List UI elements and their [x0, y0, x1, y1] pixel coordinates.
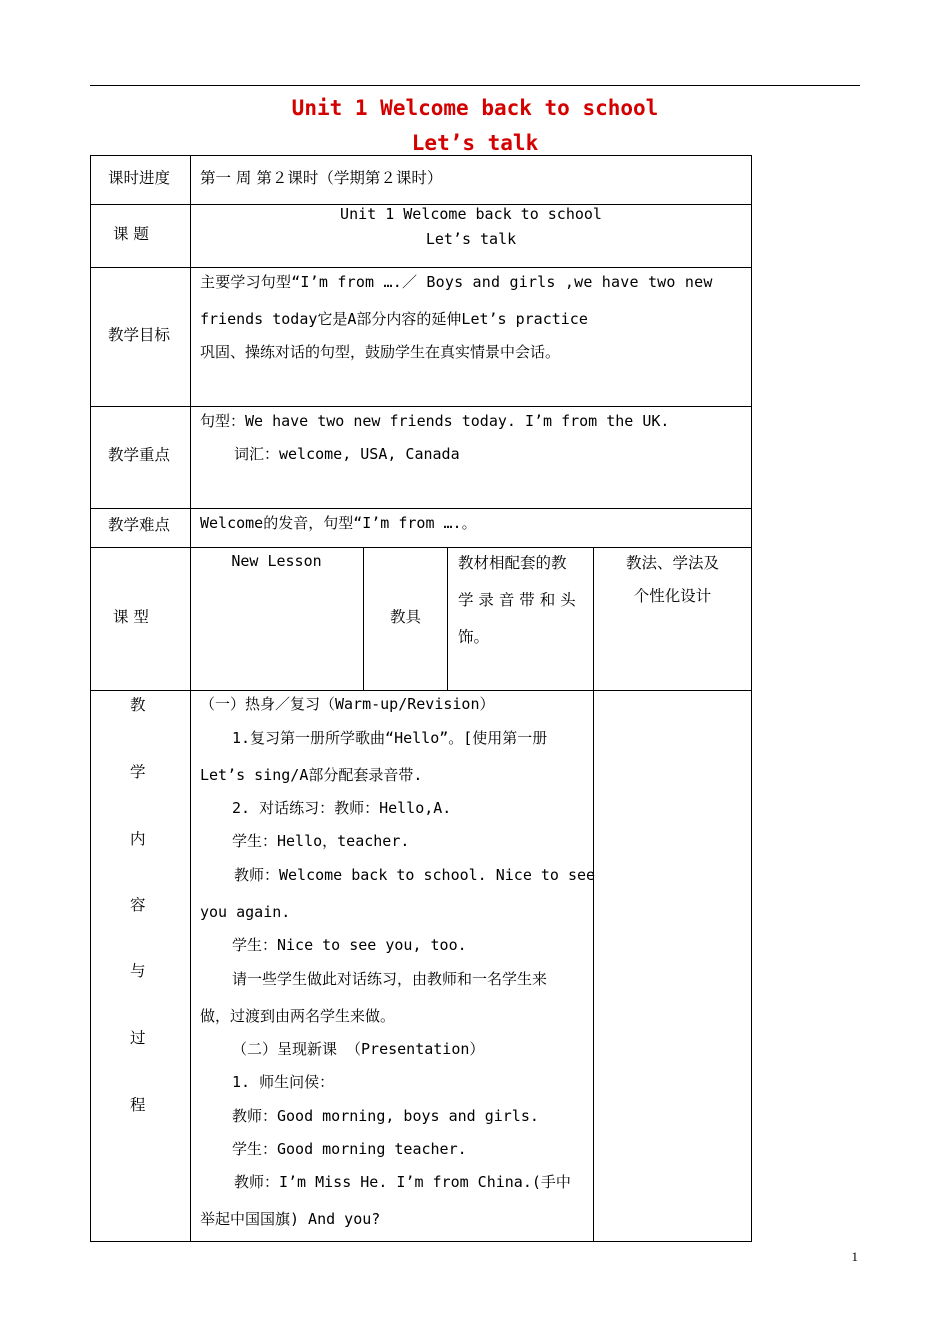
topic-line2: Let’s talk: [425, 230, 517, 248]
lesson-type-label: 课 型: [113, 608, 149, 626]
tools-line3: 饰。: [458, 628, 490, 646]
objectives-label: 教学目标: [108, 326, 171, 344]
content-line: 教师：Good morning, boys and girls.: [232, 1107, 539, 1125]
content-line: 学生：Good morning teacher.: [232, 1140, 467, 1158]
content-line: 学生：Hello，teacher.: [232, 832, 410, 850]
objectives-line1: 主要学习句型“I’m from ….／ Boys and girls ,we have two new: [200, 273, 713, 291]
content-line: （二）呈现新课 （Presentation）: [232, 1040, 485, 1058]
content-side-label-char: 学: [130, 763, 146, 781]
document-title: Unit 1 Welcome back to school: [291, 96, 659, 120]
content-side-label-char: 与: [130, 962, 146, 980]
content-line: 教师：I’m Miss He. I’m from China.(手中: [234, 1173, 571, 1191]
content-line: （一）热身／复习（Warm-up/Revision）: [200, 695, 495, 713]
content-line: 学生：Nice to see you, too.: [232, 936, 467, 954]
progress-label: 课时进度: [108, 169, 171, 187]
content-line: 做，过渡到由两名学生来做。: [200, 1007, 396, 1025]
page-number: 1: [851, 1249, 858, 1264]
tools-line1: 教材相配套的教: [458, 554, 567, 572]
content-side-label-char: 内: [130, 830, 146, 848]
objectives-line3: 巩固、操练对话的句型，鼓励学生在真实情景中会话。: [200, 343, 561, 361]
content-line: 教师：Welcome back to school. Nice to see: [234, 866, 596, 884]
key-points-line2: 词汇：welcome, USA, Canada: [234, 445, 460, 463]
content-line: you again.: [200, 903, 291, 921]
key-points-line1: 句型：We have two new friends today. I’m from the UK.: [200, 412, 670, 430]
key-points-label: 教学重点: [108, 446, 171, 464]
tools-line2: 学 录 音 带 和 头: [458, 591, 576, 609]
content-line: 2. 对话练习：教师：Hello,A.: [232, 799, 452, 817]
difficulties-label: 教学难点: [108, 516, 171, 534]
content-side-label-char: 教: [130, 696, 146, 714]
method-line1: 教法、学法及: [625, 554, 719, 572]
objectives-line2: friends today它是A部分内容的延伸Let’s practice: [200, 310, 588, 328]
content-line: Let’s sing/A部分配套录音带.: [200, 766, 423, 784]
content-line: 1. 师生问侯：: [232, 1073, 335, 1091]
lesson-type-value: New Lesson: [231, 552, 322, 570]
content-side-label-char: 过: [130, 1029, 146, 1047]
tools-label: 教具: [390, 608, 422, 626]
topic-label: 课 题: [113, 225, 149, 243]
content-side-label-char: 容: [130, 896, 146, 914]
topic-line1: Unit 1 Welcome back to school: [340, 205, 602, 223]
content-line: 请一些学生做此对话练习，由教师和一名学生来: [232, 970, 548, 988]
document-subtitle: Let’s talk: [411, 131, 539, 155]
difficulties-value: Welcome的发音，句型“I’m from ….。: [200, 514, 477, 532]
progress-value: 第一 周 第２课时（学期第２课时）: [200, 169, 443, 187]
content-line: 举起中国国旗) And you?: [200, 1210, 381, 1228]
content-line: 1.复习第一册所学歌曲“Hello”。[使用第一册: [232, 729, 548, 747]
top-rule: [90, 85, 860, 86]
method-line2: 个性化设计: [633, 587, 712, 605]
content-side-label-char: 程: [130, 1096, 146, 1114]
